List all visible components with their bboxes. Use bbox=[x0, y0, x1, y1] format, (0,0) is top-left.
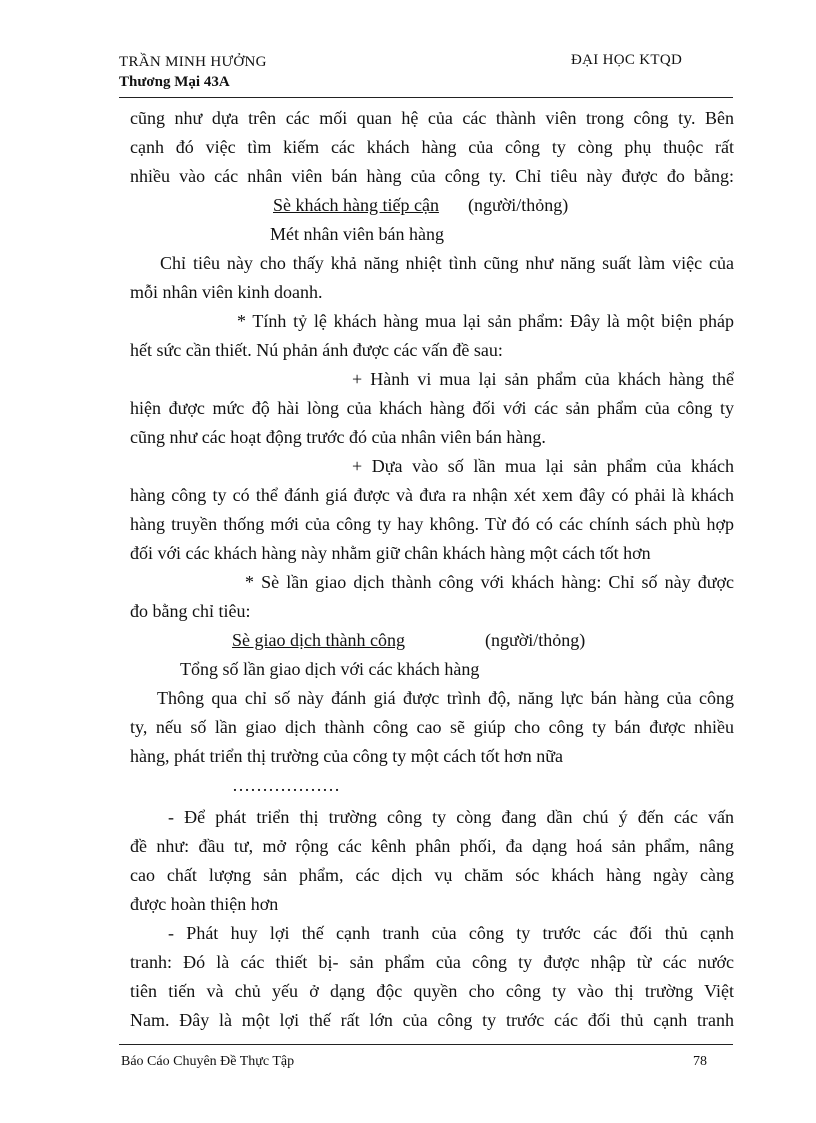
text-line: cao chất lượng sản phẩm, các dịch vụ chăm sóc khách hàng ngày càng bbox=[130, 865, 734, 885]
text-line: hàng truyền thống mới của công ty hay không. Từ đó có các chính sách phù hợp bbox=[130, 514, 734, 534]
formula-1-numerator: Sè khách hàng tiếp cận bbox=[273, 195, 439, 215]
formula-1-denominator: Mét nhân viên bán hàng bbox=[270, 224, 444, 244]
text-line: * Tính tỷ lệ khách hàng mua lại sản phẩm: Đây là một biện pháp bbox=[237, 311, 734, 331]
text-line: Thông qua chỉ số này đánh giá được trình độ, năng lực bán hàng của công bbox=[157, 688, 734, 708]
text-line: + Hành vi mua lại sản phẩm của khách hàng thể bbox=[352, 369, 734, 389]
text-line: mỗi nhân viên kinh doanh. bbox=[130, 282, 323, 302]
text-line: đo bằng chỉ tiêu: bbox=[130, 601, 251, 621]
text-line: Chỉ tiêu này cho thấy khả năng nhiệt tình cũng như năng suất làm việc của bbox=[160, 253, 734, 273]
text-line: * Sè lần giao dịch thành công với khách hàng: Chỉ số này được bbox=[245, 572, 734, 592]
header-divider bbox=[119, 97, 733, 98]
author-name: TRẦN MINH HƯỞNG bbox=[119, 54, 267, 70]
text-line: nhiều vào các nhân viên bán hàng của công ty. Chỉ tiêu này được đo bằng: bbox=[130, 166, 734, 186]
footer-title: Báo Cáo Chuyên Đề Thực Tập bbox=[121, 1054, 295, 1069]
text-line: được hoàn thiện hơn bbox=[130, 894, 279, 914]
formula-2-numerator: Sè giao dịch thành công bbox=[232, 630, 405, 650]
text-line: cũng như các hoạt động trước đó của nhân viên bán hàng. bbox=[130, 427, 546, 447]
text-line: Nam. Đây là một lợi thế rất lớn của công ty trước các đối thủ cạnh tranh bbox=[130, 1010, 734, 1030]
text-line: hàng công ty có thể đánh giá được và đưa ra nhận xét xem đây có phải là khách bbox=[130, 485, 734, 505]
text-line: tranh: Đó là các thiết bị- sản phẩm của công ty được nhập từ các nước bbox=[130, 952, 734, 972]
text-line: tiên tiến và chủ yếu ở dạng độc quyền cho công ty vào thị trường Việt bbox=[130, 981, 734, 1001]
ellipsis-separator: ……………… bbox=[232, 775, 340, 795]
text-line: ty, nếu số lần giao dịch thành công cao sẽ giúp cho công ty bán được nhiều bbox=[130, 717, 734, 737]
formula-2-denominator: Tổng số lần giao dịch với các khách hàng bbox=[180, 659, 480, 679]
text-line: cạnh đó việc tìm kiếm các khách hàng của công ty còng phụ thuộc rất bbox=[130, 137, 734, 157]
text-line: - Phát huy lợi thế cạnh tranh của công ty trước các đối thủ cạnh bbox=[168, 923, 734, 943]
text-line: cũng như dựa trên các mối quan hệ của các thành viên trong công ty. Bên bbox=[130, 108, 734, 128]
text-line: hết sức cần thiết. Nú phản ánh được các vấn đề sau: bbox=[130, 340, 503, 360]
text-line: đề như: đầu tư, mở rộng các kênh phân phối, đa dạng hoá sản phẩm, nâng bbox=[130, 836, 734, 856]
text-line: hiện được mức độ hài lòng của khách hàng đối với các sản phẩm của công ty bbox=[130, 398, 734, 418]
formula-1-unit: (người/thỏng) bbox=[468, 195, 569, 215]
text-line: - Để phát triển thị trường công ty còng đang dần chú ý đến các vấn bbox=[168, 807, 734, 827]
footer-divider bbox=[119, 1044, 733, 1045]
formula-2-unit: (người/thỏng) bbox=[485, 630, 586, 650]
text-line: đối với các khách hàng này nhằm giữ chân khách hàng một cách tốt hơn bbox=[130, 543, 651, 563]
text-line: hàng, phát triển thị trường của công ty một cách tốt hơn nữa bbox=[130, 746, 563, 766]
page-number: 78 bbox=[693, 1054, 707, 1069]
school-name: ĐẠI HỌC KTQD bbox=[571, 52, 683, 68]
text-line: + Dựa vào số lần mua lại sản phẩm của khách bbox=[352, 456, 734, 476]
author-class: Thương Mại 43A bbox=[119, 74, 230, 90]
page-header-left bbox=[119, 52, 267, 92]
